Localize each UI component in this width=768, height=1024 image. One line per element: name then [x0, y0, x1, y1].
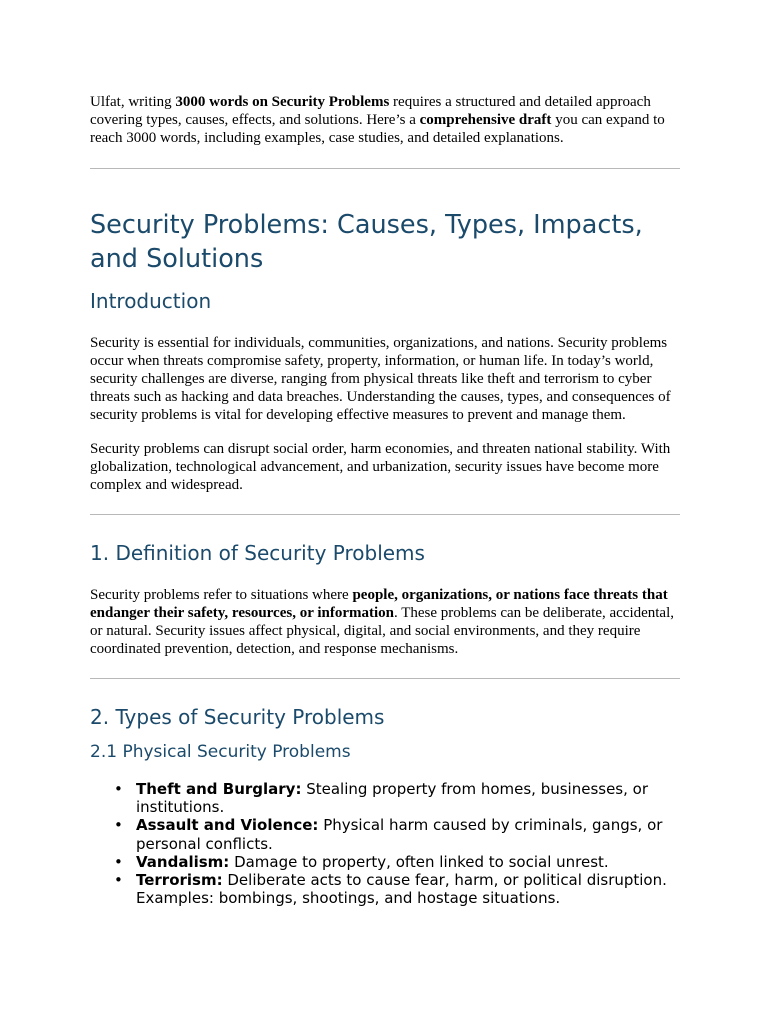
- list-item: [114, 852, 680, 871]
- list-item-text: Deliberate acts to cause fear, harm, or political disruption. Examples: bombings, shootings, and hostage situations.: [136, 871, 667, 908]
- page-title: Security Problems: Causes, Types, Impacts, and Solutions: [90, 210, 643, 274]
- introduction-paragraph-1: Security is essential for individuals, communities, organizations, and nations. Security problems occur when threats compromise safety, property, information, or human life. In today’s world, security challenges are diverse, ranging from physical threats like theft and terrorism to cyber threats such as hacking and data breaches. Understanding the causes, types, and consequences of security problems is vital for developing effective measures to prevent and manage them.: [90, 335, 671, 423]
- bullet-icon: •: [114, 780, 123, 798]
- physical-security-list: [90, 780, 680, 907]
- divider: [90, 168, 680, 169]
- list-item-text: Physical harm caused by criminals, gangs, or personal conflicts.: [136, 816, 663, 853]
- intro-bold-1: 3000 words on Security Problems: [175, 94, 390, 110]
- intro-text-3: you can expand to reach 3000 words, including examples, case studies, and detailed explanations.: [90, 112, 665, 146]
- list-item-term: Terrorism:: [136, 871, 223, 890]
- list-item: [114, 780, 680, 817]
- bullet-icon: •: [114, 816, 123, 835]
- divider: [90, 678, 680, 679]
- introduction-heading: Introduction: [90, 289, 212, 313]
- definition-heading: 1. Definition of Security Problems: [90, 541, 425, 565]
- list-item-text: Damage to property, often linked to social unrest.: [229, 852, 609, 871]
- bullet-icon: •: [114, 871, 123, 890]
- intro-paragraph: [90, 93, 680, 147]
- definition-text-2: . These problems can be deliberate, accidental, or natural. Security issues affect physical, digital, and social environments, and they require coordinated prevention, detection, and response mechanisms.: [90, 605, 675, 657]
- bullet-icon: •: [114, 852, 123, 871]
- list-item: [114, 816, 680, 853]
- intro-bold-2: comprehensive draft: [419, 112, 552, 128]
- list-item: [114, 871, 680, 908]
- list-item-text: Stealing property from homes, businesses, or institutions.: [136, 780, 649, 817]
- document-content: [90, 93, 680, 907]
- divider: [90, 514, 680, 515]
- list-item-term: Vandalism:: [136, 852, 230, 871]
- intro-text-1: Ulfat, writing: [90, 94, 176, 110]
- intro-text-2: requires a structured and detailed approach covering types, causes, effects, and solutions. Here’s a: [90, 94, 651, 128]
- list-item-term: Theft and Burglary:: [136, 780, 302, 798]
- definition-text-1: Security problems refer to situations where: [90, 587, 353, 603]
- introduction-paragraph-2: Security problems can disrupt social order, harm economies, and threaten national stability. With globalization, technological advancement, and urbanization, security issues have become more complex and widespread.: [90, 441, 671, 493]
- definition-paragraph: [90, 586, 680, 658]
- physical-security-subheading: 2.1 Physical Security Problems: [90, 742, 351, 762]
- types-heading: 2. Types of Security Problems: [90, 705, 385, 729]
- list-item-term: Assault and Violence:: [136, 816, 319, 835]
- definition-bold: people, organizations, or nations face threats that endanger their safety, resources, or information: [90, 587, 668, 621]
